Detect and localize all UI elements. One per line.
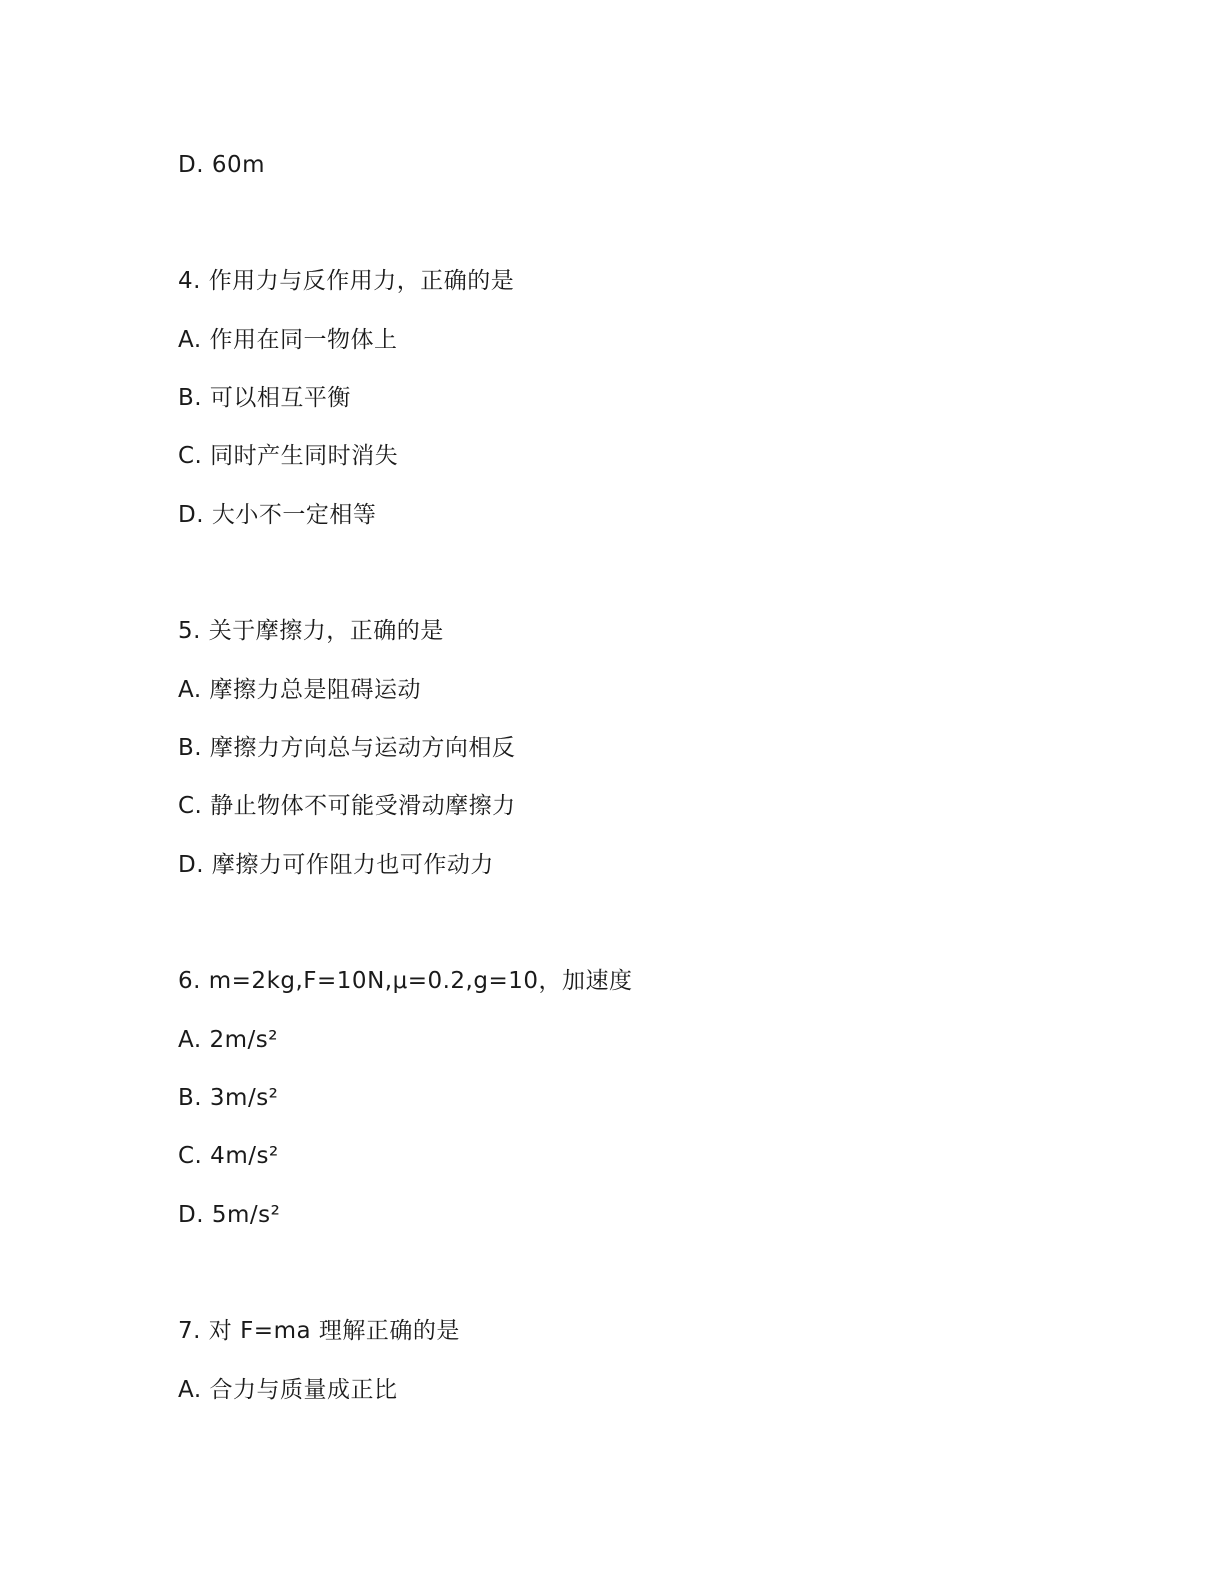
q5-option-d: D. 摩擦力可作阻力也可作动力	[178, 852, 494, 878]
q5-option-a: A. 摩擦力总是阻碍运动	[178, 677, 421, 703]
q4-option-d: D. 大小不一定相等	[178, 502, 377, 528]
q3-option-d: D. 60m	[178, 152, 266, 178]
q4-option-a: A. 作用在同一物体上	[178, 327, 398, 353]
q6-option-b: B. 3m/s²	[178, 1085, 279, 1111]
q5-stem: 5. 关于摩擦力，正确的是	[178, 618, 444, 644]
q7-stem: 7. 对 F=ma 理解正确的是	[178, 1318, 460, 1344]
q6-option-d: D. 5m/s²	[178, 1202, 281, 1228]
q6-option-a: A. 2m/s²	[178, 1027, 278, 1053]
q4-stem: 4. 作用力与反作用力，正确的是	[178, 268, 515, 294]
q4-option-b: B. 可以相互平衡	[178, 385, 351, 411]
q5-option-b: B. 摩擦力方向总与运动方向相反	[178, 735, 516, 761]
q6-option-c: C. 4m/s²	[178, 1143, 279, 1169]
q7-option-a: A. 合力与质量成正比	[178, 1377, 398, 1403]
q6-stem: 6. m=2kg,F=10N,μ=0.2,g=10，加速度	[178, 968, 633, 994]
q5-option-c: C. 静止物体不可能受滑动摩擦力	[178, 793, 516, 819]
q4-option-c: C. 同时产生同时消失	[178, 443, 399, 469]
